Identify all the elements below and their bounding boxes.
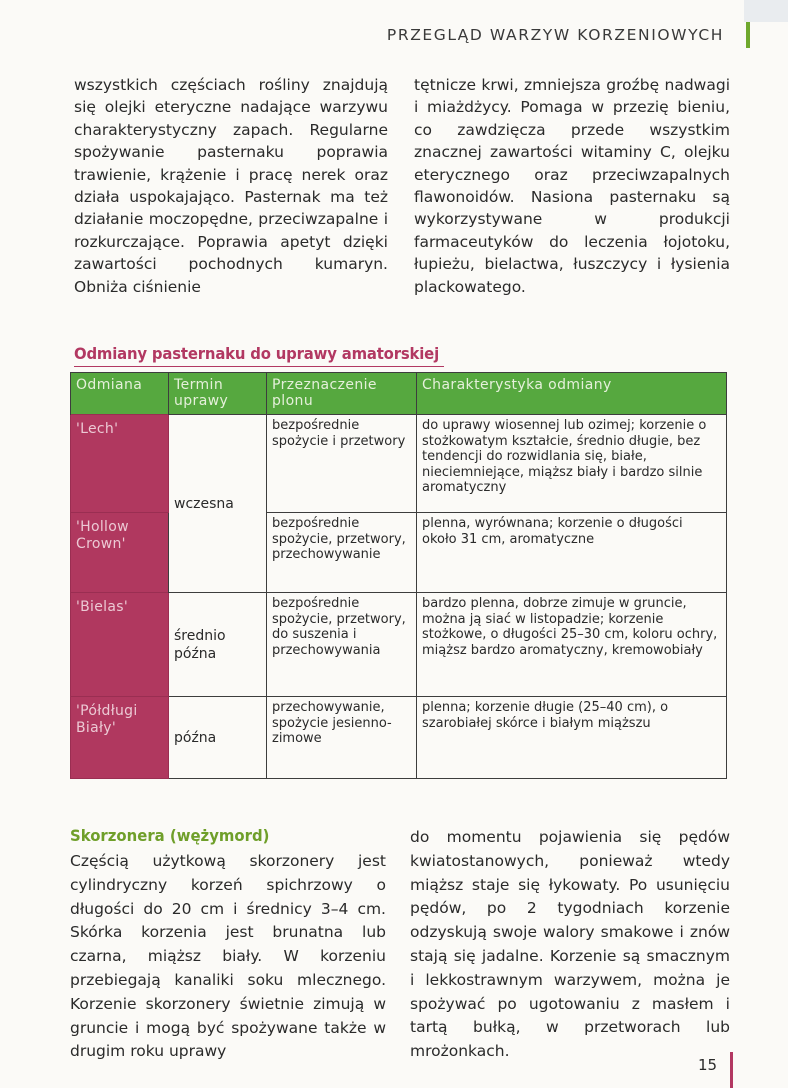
term-cell: późna xyxy=(169,697,267,779)
variety-name: 'Lech' xyxy=(71,415,169,513)
section-left-text: Częścią użytkową skorzonery jest cylindryczny korzeń spichrzowy o długości do 20 cm i średnicy 3–4 cm. Skórka korzenia jest brunatna lub czarna, miąższ biały. W korzeniu przebiegają kanaliki soku mlecznego. Korzenie skorzonery świetnie zimują w gruncie i mogą być spożywane także w drugim roku uprawy xyxy=(70,852,386,1061)
header-description: Charakterystyka odmiany xyxy=(417,373,727,415)
table-header-row xyxy=(71,373,727,415)
purpose-cell: przechowywanie, spożycie jesienno-zimowe xyxy=(267,697,417,779)
purpose-cell: bezpośrednie spożycie i przetwory xyxy=(267,415,417,513)
table-title-underline xyxy=(74,366,444,367)
intro-left-text: wszystkich częściach rośliny znajdują się olejki eteryczne nadające warzywu charakterystyczny zapach. Regularne spożywanie pasternaku poprawia trawienie, krążenie i pracę nerek oraz działa uspokajająco. Pasternak ma też działanie moczopędne, przeciwzapalne i rozkurczające. Poprawia apetyt dzięki zawartości pochodnych kumaryn. Obniża ciśnienie xyxy=(74,76,388,296)
section-title: Skorzonera (wężymord) xyxy=(70,826,270,845)
section-right-text: do momentu pojawienia się pędów kwiatostanowych, ponieważ wtedy miąższ staje się łykowaty. Po usunięciu pędów, po 2 tygodniach korzenie odzyskują swoje walory smakowe i znów stają się jadalne. Korzenie są smacznym i lekkostrawnym warzywem, można je spożywać po ugotowaniu z masłem i tartą bułką, w przetworach lub mrożonkach. xyxy=(410,828,730,1061)
table-row xyxy=(71,697,727,779)
variety-name: 'Półdługi Biały' xyxy=(71,697,169,779)
table-row xyxy=(71,593,727,697)
description-cell: plenna; korzenie długie (25–40 cm), o szarobiałej skórce i białym miąższu xyxy=(417,697,727,779)
header-term: Termin uprawy xyxy=(169,373,267,415)
table-title: Odmiany pasternaku do uprawy amatorskiej xyxy=(74,344,439,363)
corner-decoration xyxy=(744,0,788,22)
intro-left-column xyxy=(74,74,388,298)
description-cell: bardzo plenna, dobrze zimuje w gruncie, można ją siać w listopadzie; korzenie stożkowe, o długości 25–30 cm, koloru ochry, miąższ bardzo aromatyczny, kremowobiały xyxy=(417,593,727,697)
purpose-cell: bezpośrednie spożycie, przetwory, przechowywanie xyxy=(267,513,417,593)
page-number: 15 xyxy=(698,1056,718,1074)
description-cell: do uprawy wiosennej lub ozimej; korzenie o stożkowatym kształcie, średnio długie, bez tendencji do rozwidlania się, białe, nieciemniejące, miąższ biały i bardzo silnie aromatyczny xyxy=(417,415,727,513)
variety-name: 'Hollow Crown' xyxy=(71,513,169,593)
intro-right-text: tętnicze krwi, zmniejsza groźbę nadwagi i miażdżycy. Pomaga w przezię bieniu, co zawdzięcza przede wszystkim znacznej zawartości witaminy C, olejku eterycznego oraz przeciwzapalnych flawonoidów. Nasiona pasternaku są wykorzystywane w produkcji farmaceutyków do leczenia łojotoku, łupieżu, bielactwa, łuszczycy i łysienia plackowatego. xyxy=(414,76,730,296)
page-number-bar xyxy=(730,1052,733,1088)
variety-name: 'Bielas' xyxy=(71,593,169,697)
term-cell: wczesna xyxy=(169,415,267,593)
header-purpose: Przeznaczenie plonu xyxy=(267,373,417,415)
description-cell: plenna, wyrównana; korzenie o długości około 31 cm, aromatyczne xyxy=(417,513,727,593)
header-accent-bar xyxy=(746,22,750,48)
header-variety: Odmiana xyxy=(71,373,169,415)
running-header: PRZEGLĄD WARZYW KORZENIOWYCH xyxy=(386,26,724,44)
section-left-column xyxy=(70,850,386,1064)
varieties-table xyxy=(70,372,727,779)
term-cell: średnio późna xyxy=(169,593,267,697)
table-row xyxy=(71,415,727,513)
section-right-column xyxy=(410,826,730,1064)
intro-right-column xyxy=(414,74,730,298)
purpose-cell: bezpośrednie spożycie, przetwory, do suszenia i przechowywania xyxy=(267,593,417,697)
